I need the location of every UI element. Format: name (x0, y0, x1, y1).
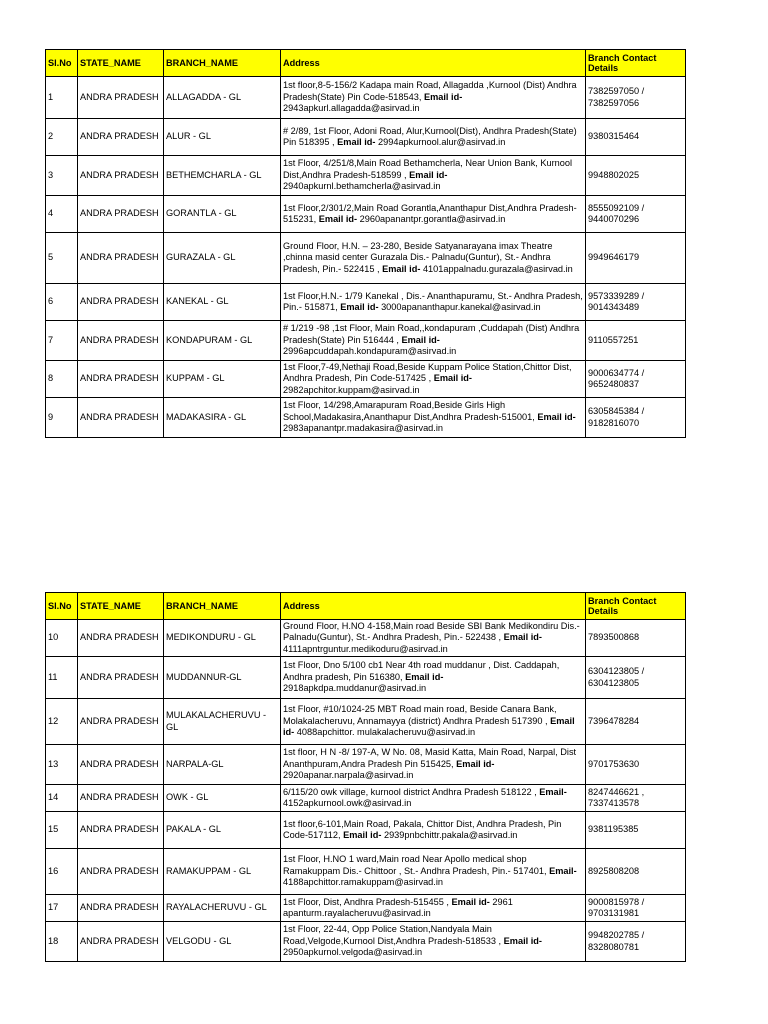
email-address: 2950apkurnol.velgoda@asirvad.in (283, 947, 423, 958)
cell-branch-name: ALLAGADDA - GL (164, 77, 281, 119)
table-row (46, 361, 686, 398)
address-text: 1st Floor, #10/1024-25 MBT Road main road, Beside Canara Bank, Molakalacheruvu, Annamayya (district) Andhra Pradesh 517390 , (283, 704, 557, 726)
table-row (46, 321, 686, 361)
cell-address (281, 196, 586, 233)
header-row (46, 50, 686, 77)
cell-address (281, 284, 586, 321)
table-row (46, 895, 686, 922)
table-row (46, 398, 686, 438)
email-address: 2920apanar.narpala@asirvad.in (283, 770, 414, 781)
table-row (46, 922, 686, 962)
table-row (46, 699, 686, 745)
email-label: Email id- (433, 373, 472, 384)
email-address: 2961 apanturm.rayalacheruvu@asirvad.in (283, 896, 513, 918)
cell-slno: 3 (46, 156, 78, 196)
table-body (46, 620, 686, 962)
cell-state-name: ANDRA PRADESH (78, 620, 164, 657)
email-label: Email- (539, 786, 567, 797)
header-slno: Sl.No (46, 50, 78, 77)
cell-contact: 8247446621 , 7337413578 (586, 785, 686, 812)
cell-branch-name: GURAZALA - GL (164, 233, 281, 284)
address-text: 1st Floor,H.N.- 1/79 Kanekal , Dis.- Ananthapuramu, St.- Andhra Pradesh, Pin.- 515871, (283, 290, 583, 312)
cell-slno: 2 (46, 119, 78, 156)
header-contact: Branch Contact Details (586, 50, 686, 77)
email-address: 4152apkurnool.owk@asirvad.in (283, 798, 412, 808)
email-label: Email id- (423, 91, 463, 102)
cell-address (281, 156, 586, 196)
cell-address (281, 922, 586, 962)
header-row (46, 593, 686, 620)
email-label: Email id- (503, 935, 542, 946)
cell-slno: 13 (46, 745, 78, 785)
cell-slno: 12 (46, 699, 78, 745)
table-row (46, 812, 686, 849)
cell-contact: 9381195385 (586, 812, 686, 849)
cell-address (281, 361, 586, 398)
cell-state-name: ANDRA PRADESH (78, 284, 164, 321)
email-address: 2939pnbchittr.pakala@asirvad.in (381, 830, 518, 840)
email-address: 4188apchittor.ramakuppam@asirvad.in (283, 877, 443, 888)
cell-branch-name: KUPPAM - GL (164, 361, 281, 398)
email-address: 2994apkurnool.alur@asirvad.in (375, 137, 506, 147)
email-address: 2940apkurnl.bethamcherla@asirvad.in (283, 181, 441, 192)
cell-contact: 6305845384 / 9182816070 (586, 398, 686, 438)
cell-state-name: ANDRA PRADESH (78, 156, 164, 196)
cell-address (281, 620, 586, 657)
email-label: Email id- (451, 896, 490, 907)
table-row (46, 284, 686, 321)
branch-table-1 (45, 49, 686, 438)
cell-state-name: ANDRA PRADESH (78, 657, 164, 699)
cell-state-name: ANDRA PRADESH (78, 77, 164, 119)
email-address: 2918apkdpa.muddanur@asirvad.in (283, 683, 427, 694)
table-row (46, 196, 686, 233)
table-row (46, 233, 686, 284)
email-label: Email- (549, 865, 577, 876)
cell-address (281, 745, 586, 785)
cell-contact: 9000815978 / 9703131981 (586, 895, 686, 922)
cell-branch-name: MULAKALACHERUVU - GL (164, 699, 281, 745)
cell-branch-name: RAMAKUPPAM - GL (164, 849, 281, 895)
address-text: 1st floor, H N -8/ 197-A, W No. 08, Masid Katta, Main Road, Narpal, Dist Ananthpuram,Andra Pradesh Pin 515425, (283, 747, 577, 769)
cell-slno: 15 (46, 812, 78, 849)
email-label: Email id- (318, 214, 358, 224)
email-label: Email id- (283, 715, 575, 738)
cell-branch-name: NARPALA-GL (164, 745, 281, 785)
cell-contact: 9949646179 (586, 233, 686, 284)
address-text: 1st Floor, 14/298,Amarapuram Road,Beside Girls High School,Madakasira,Ananthapur Dist,Andhra Pradesh-515001, (283, 400, 538, 422)
cell-address (281, 398, 586, 438)
header-state-name: STATE_NAME (78, 50, 164, 77)
cell-state-name: ANDRA PRADESH (78, 233, 164, 284)
cell-branch-name: VELGODU - GL (164, 922, 281, 962)
cell-slno: 7 (46, 321, 78, 361)
address-text: Ground Floor, H.N. – 23-280, Beside Satyanarayana imax Theatre ,chinna masid center Gurazala Dis.- Palnadu(Guntur), St.- Andhra Pradesh, Pin.- 522415 , (283, 240, 553, 274)
table-row (46, 849, 686, 895)
address-text: # 1/219 -98 ,1st Floor, Main Road,,kondapuram ,Cuddapah (Dist) Andhra Pradesh(State) Pin 516444 , (283, 323, 580, 345)
email-address: 2983apanantpr.madakasira@asirvad.in (283, 423, 443, 434)
header-address: Address (281, 50, 586, 77)
cell-state-name: ANDRA PRADESH (78, 361, 164, 398)
table-row (46, 745, 686, 785)
cell-state-name: ANDRA PRADESH (78, 812, 164, 849)
email-label: Email id- (343, 830, 382, 840)
address-text: 1st Floor,2/301/2,Main Road Gorantla,Ananthapur Dist,Andhra Pradesh-515231, (283, 202, 577, 224)
address-text: 1st Floor, Dist, Andhra Pradesh-515455 , (283, 896, 452, 907)
cell-slno: 4 (46, 196, 78, 233)
table-row (46, 156, 686, 196)
email-label: Email id- (409, 169, 448, 180)
cell-branch-name: MADAKASIRA - GL (164, 398, 281, 438)
branch-table-2 (45, 592, 686, 962)
cell-address (281, 895, 586, 922)
cell-branch-name: MUDDANNUR-GL (164, 657, 281, 699)
email-address: 2960apanantpr.gorantla@asirvad.in (357, 214, 506, 224)
address-text: # 2/89, 1st Floor, Adoni Road, Alur,Kurnool(Dist), Andhra Pradesh(State) Pin 518395 , (283, 125, 577, 147)
cell-slno: 14 (46, 785, 78, 812)
email-label: Email id- (456, 758, 495, 769)
cell-branch-name: KONDAPURAM - GL (164, 321, 281, 361)
cell-state-name: ANDRA PRADESH (78, 196, 164, 233)
cell-address (281, 77, 586, 119)
table-row (46, 657, 686, 699)
email-address: 4088apchittor. mulakalacheruvu@asirvad.in (294, 727, 476, 738)
address-text: Ground Floor, H.NO 4-158,Main road Beside SBI Bank Medikondiru Dis.- Palnadu(Guntur), St.- Andhra Pradesh, Pin.- 522438 , (283, 620, 580, 643)
cell-contact: 6304123805 / 6304123805 (586, 657, 686, 699)
cell-branch-name: OWK - GL (164, 785, 281, 812)
cell-branch-name: MEDIKONDURU - GL (164, 620, 281, 657)
cell-branch-name: RAYALACHERUVU - GL (164, 895, 281, 922)
email-label: Email id- (537, 411, 576, 422)
header-branch-name: BRANCH_NAME (164, 593, 281, 620)
cell-contact: 9000634774 / 9652480837 (586, 361, 686, 398)
table-body (46, 77, 686, 438)
table-row (46, 77, 686, 119)
email-address: 2996apcuddapah.kondapuram@asirvad.in (283, 346, 457, 357)
cell-address (281, 233, 586, 284)
cell-state-name: ANDRA PRADESH (78, 922, 164, 962)
table-row (46, 785, 686, 812)
email-label: Email id- (405, 671, 444, 682)
cell-state-name: ANDRA PRADESH (78, 745, 164, 785)
cell-branch-name: GORANTLA - GL (164, 196, 281, 233)
cell-contact: 7382597050 / 7382597056 (586, 77, 686, 119)
address-text: 1st floor,6-101,Main Road, Pakala, Chittor Dist, Andhra Pradesh, Pin Code-517112, (283, 818, 562, 840)
cell-branch-name: KANEKAL - GL (164, 284, 281, 321)
address-text: 1st floor,8-5-156/2 Kadapa main Road, Allagadda ,Kurnool (Dist) Andhra Pradesh(State) Pin Code-518543, (283, 80, 577, 102)
cell-contact: 9573339289 / 9014343489 (586, 284, 686, 321)
cell-slno: 11 (46, 657, 78, 699)
cell-contact: 9380315464 (586, 119, 686, 156)
cell-contact: 8925808208 (586, 849, 686, 895)
cell-contact: 7396478284 (586, 699, 686, 745)
cell-slno: 18 (46, 922, 78, 962)
email-address: 4101appalnadu.gurazala@asirvad.in (420, 263, 573, 274)
header-slno: Sl.No (46, 593, 78, 620)
cell-slno: 16 (46, 849, 78, 895)
cell-slno: 5 (46, 233, 78, 284)
email-label: Email id- (401, 334, 440, 345)
address-text: 6/115/20 owk village, kurnool district Andhra Pradesh 518122 , (283, 786, 540, 797)
email-address: 4111apntrguntur.medikoduru@asirvad.in (283, 643, 448, 654)
cell-contact: 9110557251 (586, 321, 686, 361)
email-label: Email id- (340, 302, 379, 312)
cell-state-name: ANDRA PRADESH (78, 119, 164, 156)
address-text: 1st Floor, 22-44, Opp Police Station,Nandyala Main Road,Velgode,Kurnool Dist,Andhra Pradesh-518533 , (283, 924, 504, 946)
cell-address (281, 119, 586, 156)
cell-state-name: ANDRA PRADESH (78, 321, 164, 361)
email-address: 2982apchitor.kuppam@asirvad.in (283, 384, 420, 395)
cell-contact: 8555092109 / 9440070296 (586, 196, 686, 233)
cell-address (281, 657, 586, 699)
address-text: 1st Floor, H.NO 1 ward,Main road Near Apollo medical shop Ramakuppam Dis.- Chittoor , St.- Andhra Pradesh, Pin.- 517401, (283, 854, 550, 876)
cell-branch-name: BETHEMCHARLA - GL (164, 156, 281, 196)
table-row (46, 620, 686, 657)
cell-address (281, 812, 586, 849)
cell-address (281, 321, 586, 361)
cell-address (281, 699, 586, 745)
cell-address (281, 785, 586, 812)
header-address: Address (281, 593, 586, 620)
cell-contact: 9948802025 (586, 156, 686, 196)
header-contact: Branch Contact Details (586, 593, 686, 620)
email-address: 3000apananthapur.kanekal@asirvad.in (378, 302, 541, 312)
address-text: 1st Floor, 4/251/8,Main Road Bethamcherla, Near Union Bank, Kurnool Dist,Andhra Pradesh-518599 , (283, 158, 573, 180)
cell-state-name: ANDRA PRADESH (78, 895, 164, 922)
cell-branch-name: PAKALA - GL (164, 812, 281, 849)
cell-state-name: ANDRA PRADESH (78, 785, 164, 812)
cell-slno: 8 (46, 361, 78, 398)
address-text: 1st Floor,7-49,Nethaji Road,Beside Kuppam Police Station,Chittor Dist, Andhra Pradesh, Pin Code-517425 , (283, 361, 572, 384)
cell-slno: 1 (46, 77, 78, 119)
cell-address (281, 849, 586, 895)
cell-contact: 9948202785 / 8328080781 (586, 922, 686, 962)
cell-state-name: ANDRA PRADESH (78, 849, 164, 895)
cell-slno: 17 (46, 895, 78, 922)
email-label: Email id- (337, 137, 376, 147)
header-branch-name: BRANCH_NAME (164, 50, 281, 77)
cell-slno: 10 (46, 620, 78, 657)
email-label: Email id- (382, 263, 421, 274)
cell-contact: 7893500868 (586, 620, 686, 657)
table-row (46, 119, 686, 156)
email-label: Email id- (503, 632, 542, 643)
cell-slno: 9 (46, 398, 78, 438)
cell-state-name: ANDRA PRADESH (78, 699, 164, 745)
cell-slno: 6 (46, 284, 78, 321)
cell-branch-name: ALUR - GL (164, 119, 281, 156)
email-address: 2943apkurl.allagadda@asirvad.in (283, 103, 420, 114)
header-state-name: STATE_NAME (78, 593, 164, 620)
cell-contact: 9701753630 (586, 745, 686, 785)
address-text: 1st Floor, Dno 5/100 cb1 Near 4th road muddanur , Dist. Caddapah, Andhra pradesh, Pin 516380, (283, 660, 560, 682)
cell-state-name: ANDRA PRADESH (78, 398, 164, 438)
